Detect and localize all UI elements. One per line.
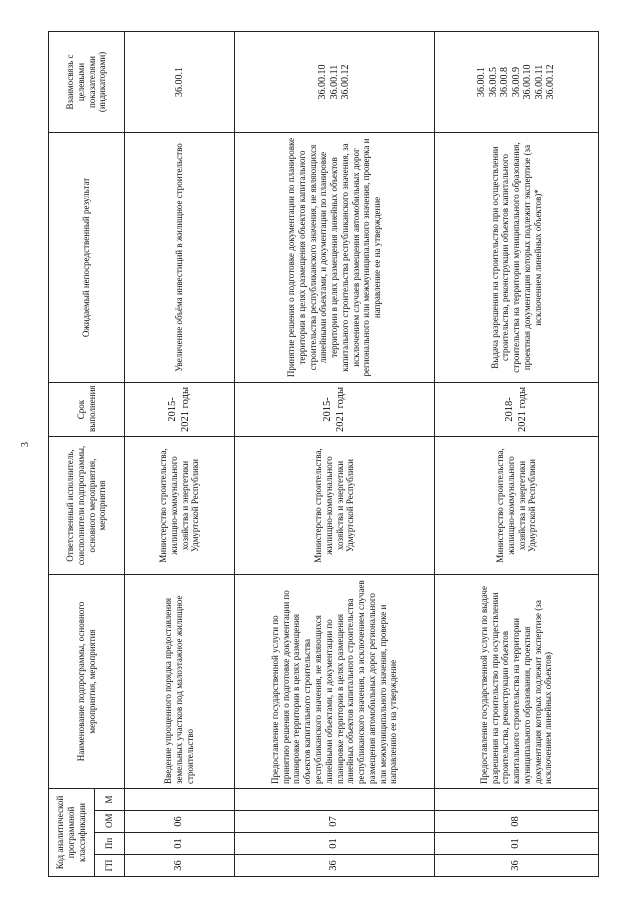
cell-m — [235, 789, 435, 811]
indicator: 36.00.12 — [340, 64, 352, 100]
cell-gp: 36 — [435, 855, 599, 877]
indicator: 36.00.9 — [510, 67, 522, 97]
cell-result: Принятие решения о подготовке документации по планировке территории в целях размещения объектов капитального строительства республиканского значения, не являющихся линейными объектами, и документации по планировке территории в целях размещения линейных объектов капитального строительства республиканского значения, за исключением случаев размещения автомобильных дорог регионального или межмуниципального значения, проверка и направление ее на утверждение — [235, 133, 435, 383]
rotated-table-container — [48, 32, 598, 877]
indicator: 36.00.10 — [317, 64, 329, 100]
header-responsible: Ответственный исполнитель, соисполнители подпрограммы, основного мероприятия, мероприятия — [49, 437, 125, 575]
cell-om: 07 — [235, 811, 435, 833]
cell-gp: 36 — [235, 855, 435, 877]
cell-indicators — [235, 32, 435, 133]
cell-pp: 01 — [435, 833, 599, 855]
indicator: 36.00.1 — [173, 67, 185, 97]
cell-om: 08 — [435, 811, 599, 833]
header-code: Код аналитической программной классификации — [49, 789, 95, 877]
header-name: Наименование подпрограммы, основного мероприятия, мероприятия — [49, 575, 125, 789]
indicator: 36.00.11 — [533, 64, 545, 100]
indicator: 36.00.5 — [487, 67, 499, 97]
header-om: ОМ — [95, 811, 125, 833]
header-indicators: Взаимосвязь с целевыми показателями (индикаторами) — [49, 32, 125, 133]
table-row — [235, 32, 435, 877]
page-number: 3 — [20, 442, 31, 447]
header-m: М — [95, 789, 125, 811]
cell-m — [435, 789, 599, 811]
header-result: Ожидаемый непосредственный результат — [49, 133, 125, 383]
cell-gp: 36 — [125, 855, 235, 877]
cell-name: Предоставление государственной услуги по принятию решения о подготовке документации по планировке территории в целях размещения объектов капитального строительства республиканского значения, не являющихся линейными объектами, и документации по планировке территории в целях размещения линейных объектов капитального строительства республиканского значения, за исключением случаев размещения автомобильных дорог регионального или межмуниципального значения, проверке и направлению ее на утверждение — [235, 575, 435, 789]
indicator: 36.00.11 — [328, 64, 340, 100]
cell-name: Введение упрощенного порядка предоставления земельных участков под малоэтажное жилищное строительство — [125, 575, 235, 789]
cell-result: Выдача разрешения на строительство при осуществлении строительства, реконструкции объектов капитального строительства на территории муниципального образования, проектная документация которых подлежит экспертизе (за исключением линейных объектов)* — [435, 133, 599, 383]
cell-term: 2015-2021 годы — [125, 383, 235, 437]
cell-responsible: Министерство строительства, жилищно-коммунального хозяйства и энергетики Удмуртской Республики — [435, 437, 599, 575]
table-row — [125, 32, 235, 877]
indicator: 36.00.12 — [545, 64, 557, 100]
cell-term: 2015-2021 годы — [235, 383, 435, 437]
cell-term: 2018-2021 годы — [435, 383, 599, 437]
header-gp: ГП — [95, 855, 125, 877]
indicator: 36.00.1 — [476, 67, 488, 97]
program-table — [48, 31, 599, 877]
cell-pp: 01 — [235, 833, 435, 855]
cell-responsible: Министерство строительства, жилищно-коммунального хозяйства и энергетики Удмуртской Республики — [235, 437, 435, 575]
header-term: Срок выполнения — [49, 383, 125, 437]
cell-name: Предоставление государственной услуги по выдаче разрешения на строительство при осуществлении строительства, реконструкции объектов капитального строительства на территории муниципального образования, проектная документация которых подлежит экспертизе (за исключением линейных объектов) — [435, 575, 599, 789]
cell-indicators — [125, 32, 235, 133]
cell-m — [125, 789, 235, 811]
header-pp: Пп — [95, 833, 125, 855]
cell-result: Увеличение объёма инвестиций в жилищное строительство — [125, 133, 235, 383]
cell-responsible: Министерство строительства, жилищно-коммунального хозяйства и энергетики Удмуртской Республики — [125, 437, 235, 575]
table-row — [435, 32, 599, 877]
cell-om: 06 — [125, 811, 235, 833]
indicator: 36.00.8 — [499, 67, 511, 97]
indicator: 36.00.10 — [522, 64, 534, 100]
cell-pp: 01 — [125, 833, 235, 855]
cell-indicators — [435, 32, 599, 133]
